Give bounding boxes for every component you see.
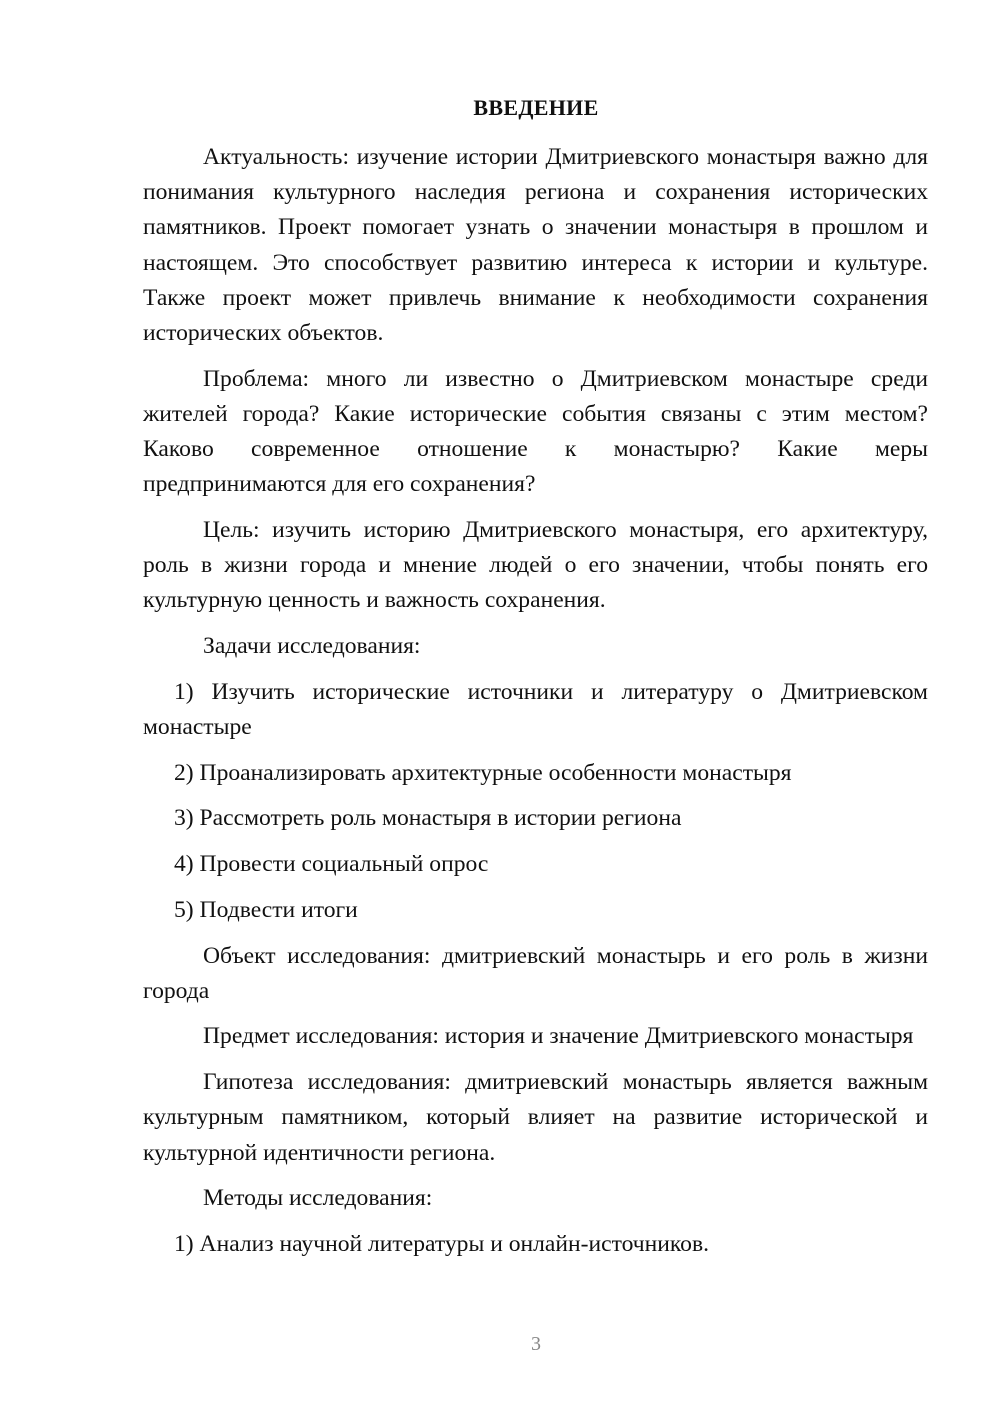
subject-paragraph: Предмет исследования: история и значение Дмитриевского монастыря — [203, 1023, 914, 1050]
task-item: 3) Рассмотреть роль монастыря в истории региона — [174, 805, 682, 832]
document-body — [143, 140, 928, 1273]
goal-paragraph: Цель: изучить историю Дмитриевского монастыря, его архитектуру, роль в жизни города и мнение людей о его значении, чтобы понять его культурную ценность и важность сохранения. — [143, 517, 928, 614]
relevance-paragraph: Актуальность: изучение истории Дмитриевского монастыря важно для понимания культурного наследия региона и сохранения исторических памятников. Проект помогает узнать о значении монастыря в прошлом и настоящем. Это способствует развитию интереса к истории и культуре. Также проект может привлечь внимание к необходимости сохранения исторических объектов. — [143, 144, 928, 347]
object-paragraph: Объект исследования: дмитриевский монастырь и его роль в жизни города — [143, 942, 928, 1004]
page-number: 3 — [531, 1333, 541, 1355]
task-item: 1) Изучить исторические источники и литературу о Дмитриевском монастыре — [143, 678, 928, 741]
problem-paragraph: Проблема: много ли известно о Дмитриевском монастыре среди жителей города? Какие исторические события связаны с этим местом? Каково современное отношение к монастырю? Какие меры предпринимаются для его сохранения? — [143, 365, 928, 498]
task-item: 2) Проанализировать архитектурные особенности монастыря — [174, 759, 792, 786]
method-item: 1) Анализ научной литературы и онлайн-источников. — [174, 1230, 710, 1257]
task-item: 4) Провести социальный опрос — [174, 851, 489, 878]
methods-heading: Методы исследования: — [203, 1185, 433, 1212]
hypothesis-paragraph: Гипотеза исследования: дмитриевский монастырь является важным культурным памятником, который влияет на развитие исторической и культурной идентичности региона. — [143, 1069, 928, 1166]
task-item: 5) Подвести итоги — [174, 896, 358, 923]
tasks-heading: Задачи исследования: — [203, 633, 421, 660]
page-title: ВВЕДЕНИЕ — [473, 95, 599, 120]
